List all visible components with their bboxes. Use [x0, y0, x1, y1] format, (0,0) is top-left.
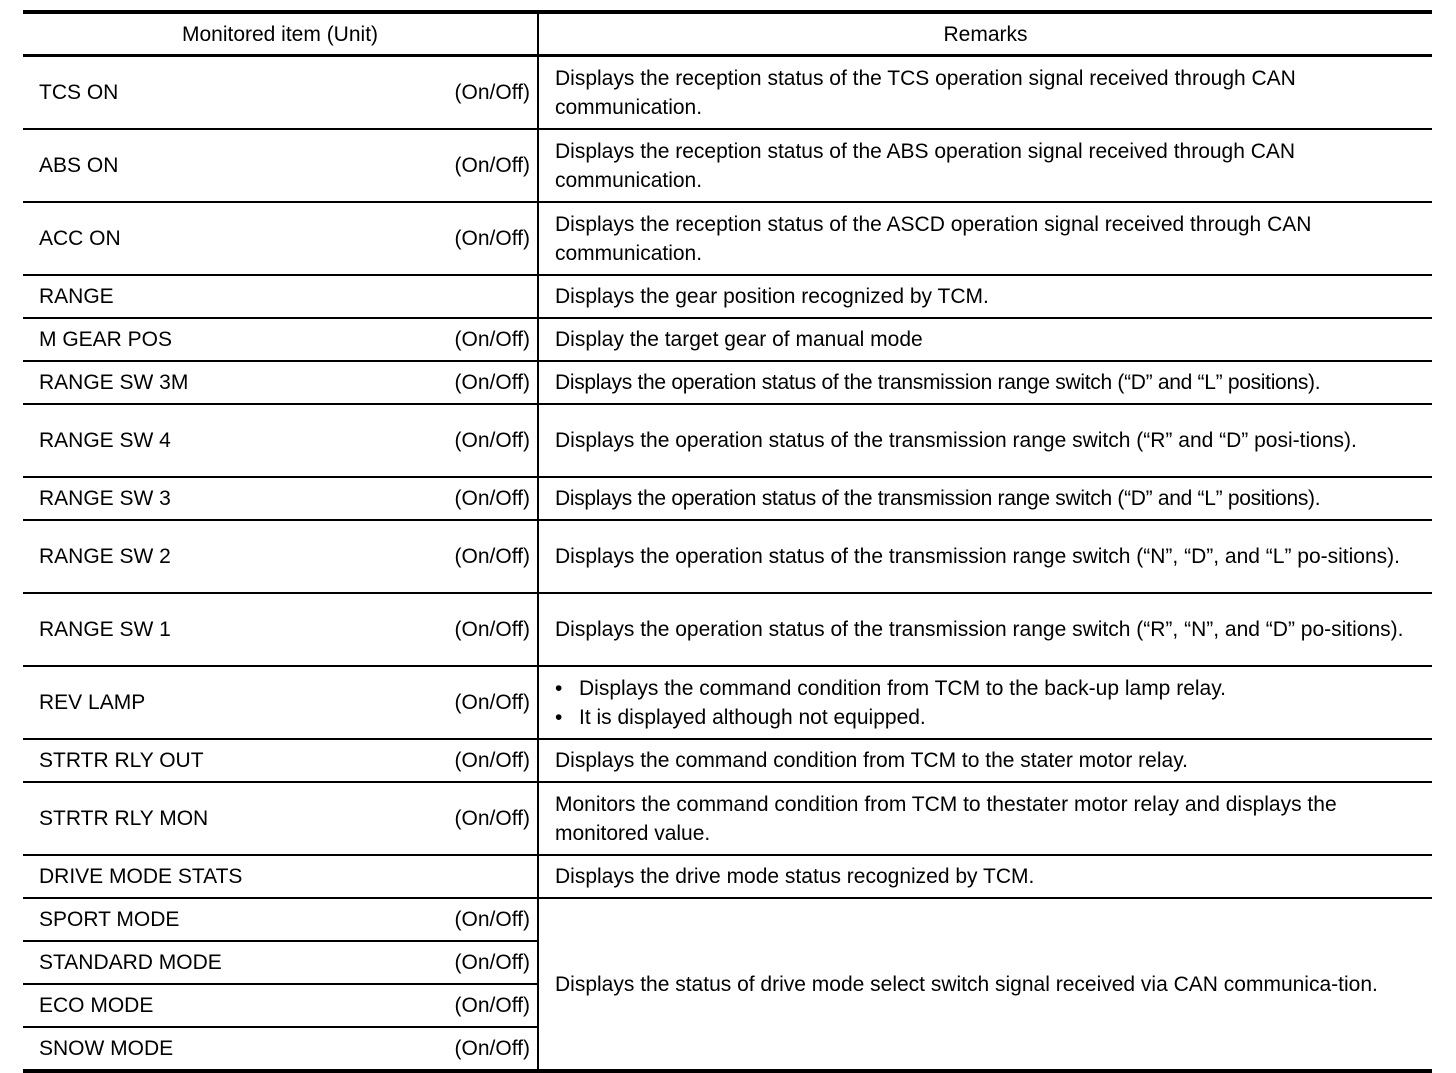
item-cell [23, 361, 538, 404]
item-unit: (On/Off) [454, 487, 530, 510]
remark-cell: Displays the operation status of the transmission range switch (“D” and “L” positions). [538, 361, 1432, 404]
bullet-icon: • [555, 676, 563, 700]
item-cell [23, 520, 538, 593]
table-row [23, 593, 1432, 666]
item-name: M GEAR POS [39, 328, 173, 351]
item-cell [23, 56, 538, 130]
item-name: STANDARD MODE [39, 951, 222, 974]
item-cell [23, 129, 538, 202]
remark-cell: Displays the operation status of the transmission range switch (“N”, “D”, and “L” po-sitions). [538, 520, 1432, 593]
table-row [23, 855, 1432, 898]
remark-cell: Display the target gear of manual mode [538, 318, 1432, 361]
item-unit: (On/Off) [454, 691, 530, 714]
item-unit: (On/Off) [454, 1037, 530, 1060]
item-name: RANGE SW 1 [39, 618, 171, 641]
item-unit: (On/Off) [454, 371, 530, 394]
item-name: TCS ON [39, 81, 119, 104]
table-row [23, 782, 1432, 855]
item-cell [23, 404, 538, 477]
item-cell [23, 1027, 538, 1071]
item-name: RANGE SW 2 [39, 545, 171, 568]
item-name: ABS ON [39, 154, 119, 177]
table-row [23, 56, 1432, 130]
item-cell [23, 739, 538, 782]
item-cell [23, 984, 538, 1027]
item-unit: (On/Off) [454, 908, 530, 931]
table-row [23, 361, 1432, 404]
item-name: RANGE SW 3 [39, 487, 171, 510]
table-row [23, 202, 1432, 275]
table-row [23, 404, 1432, 477]
item-unit: (On/Off) [454, 81, 530, 104]
item-name: RANGE SW 4 [39, 429, 171, 452]
table-row [23, 275, 1432, 318]
item-name: STRTR RLY OUT [39, 749, 204, 772]
item-cell [23, 666, 538, 739]
table-row [23, 520, 1432, 593]
item-unit: (On/Off) [454, 545, 530, 568]
remark-cell: Displays the operation status of the transmission range switch (“D” and “L” positions). [538, 477, 1432, 520]
item-cell [23, 782, 538, 855]
item-unit: (On/Off) [454, 951, 530, 974]
table-header-row [23, 12, 1432, 56]
item-unit: (On/Off) [454, 994, 530, 1017]
item-name: DRIVE MODE STATS [39, 865, 243, 888]
item-cell [23, 318, 538, 361]
remark-cell: Displays the operation status of the transmission range switch (“R”, “N”, and “D” po-sitions). [538, 593, 1432, 666]
table-row [23, 739, 1432, 782]
table-row [23, 129, 1432, 202]
remark-bullet: • It is displayed although not equipped. [555, 703, 1424, 732]
item-cell [23, 275, 538, 318]
item-cell [23, 477, 538, 520]
item-cell [23, 855, 538, 898]
table-row [23, 666, 1432, 739]
item-name: SPORT MODE [39, 908, 180, 931]
item-name: ECO MODE [39, 994, 154, 1017]
item-unit: (On/Off) [454, 749, 530, 772]
remark-cell: Displays the reception status of the ASCD operation signal received through CAN communication. [538, 202, 1432, 275]
header-remarks: Remarks [538, 12, 1432, 56]
item-unit: (On/Off) [454, 328, 530, 351]
table-row [23, 477, 1432, 520]
item-name: RANGE [39, 285, 114, 308]
item-cell [23, 593, 538, 666]
item-name: SNOW MODE [39, 1037, 174, 1060]
item-unit: (On/Off) [454, 429, 530, 452]
item-cell [23, 202, 538, 275]
drive-mode-remark-cell: Displays the status of drive mode select switch signal received via CAN communica-tion. [538, 898, 1432, 1071]
item-unit: (On/Off) [454, 807, 530, 830]
item-unit: (On/Off) [454, 227, 530, 250]
remark-cell: Displays the reception status of the TCS operation signal received through CAN communication. [555, 66, 1296, 119]
header-monitored-item: Monitored item (Unit) [23, 12, 538, 56]
item-name: STRTR RLY MON [39, 807, 209, 830]
remark-cell [538, 666, 1432, 739]
table-row [23, 898, 1432, 941]
item-name: ACC ON [39, 227, 121, 250]
item-unit: (On/Off) [454, 618, 530, 641]
remark-cell: Displays the operation status of the transmission range switch (“R” and “D” posi-tions). [538, 404, 1432, 477]
remark-cell: Monitors the command condition from TCM to thestater motor relay and displays the monitored value. [538, 782, 1432, 855]
bullet-icon: • [555, 705, 563, 729]
item-cell [23, 941, 538, 984]
table-row [23, 318, 1432, 361]
item-unit: (On/Off) [454, 154, 530, 177]
item-cell [23, 898, 538, 941]
remark-cell: Displays the gear position recognized by TCM. [538, 275, 1432, 318]
monitor-items-table [23, 10, 1432, 1073]
remark-cell: Displays the reception status of the ABS operation signal received through CAN communication. [538, 129, 1432, 202]
item-name: RANGE SW 3M [39, 371, 189, 394]
remark-cell: Displays the command condition from TCM to the stater motor relay. [538, 739, 1432, 782]
remark-bullet: • Displays the command condition from TCM to the back-up lamp relay. [555, 674, 1424, 703]
item-name: REV LAMP [39, 691, 146, 714]
remark-cell: Displays the drive mode status recognized by TCM. [538, 855, 1432, 898]
